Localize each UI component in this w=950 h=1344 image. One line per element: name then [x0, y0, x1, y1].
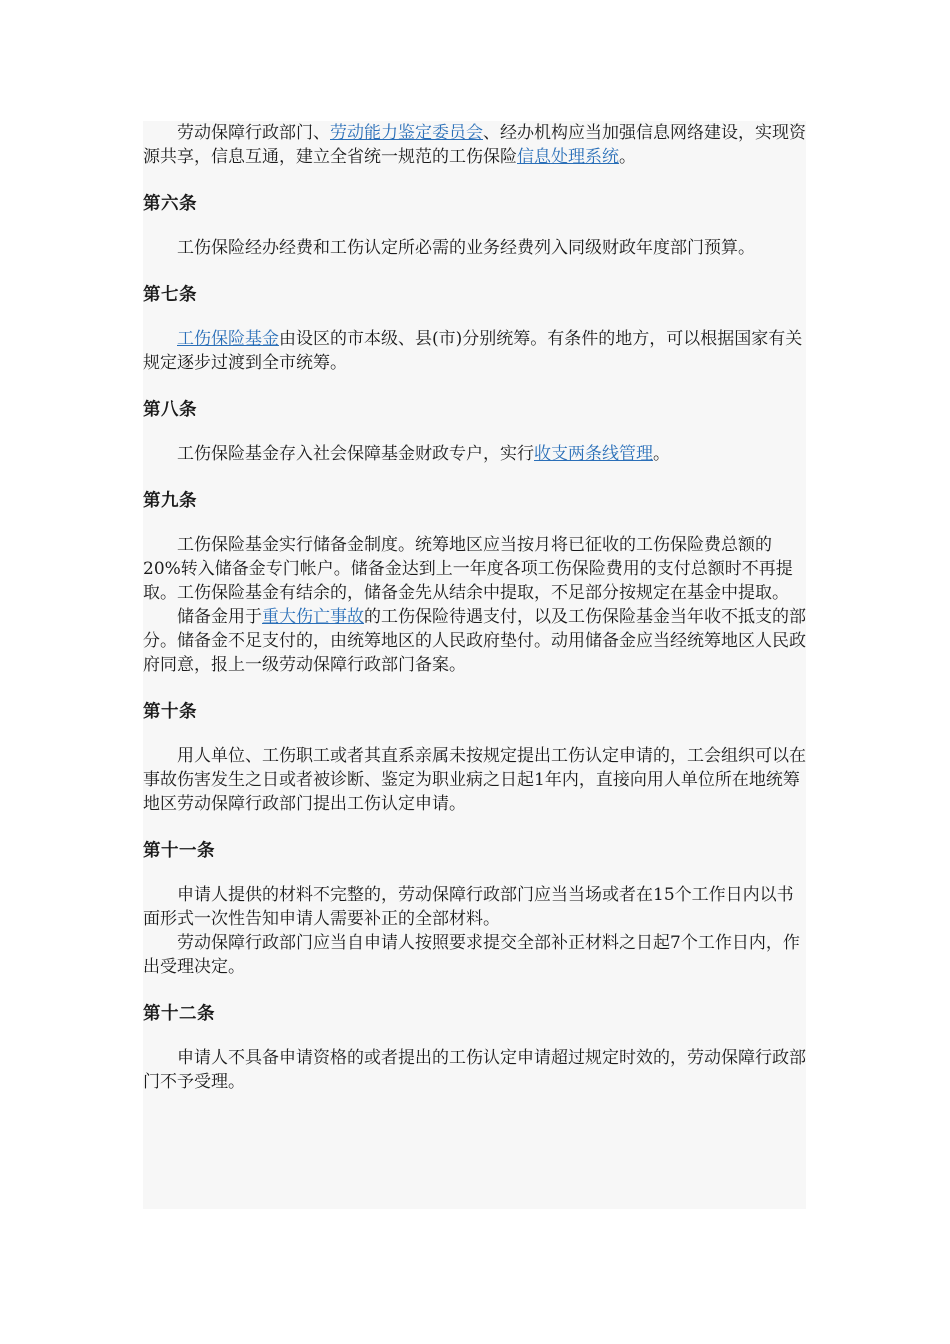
paragraph-text: 劳动保障行政部门、 [177, 123, 330, 143]
article-paragraph [143, 744, 806, 816]
spacer [143, 677, 806, 700]
paragraph-text: 的工伤保险待遇支付，以及工伤保险基金当年收不抵支的部分。储备金不足支付的，由统筹地区的人民政府垫付。动用储备金应当经统筹地区人民政府同意，报上一级劳动保障行政部门备案。 [143, 607, 806, 675]
paragraph-text: 用人单位、工伤职工或者其直系亲属未按规定提出工伤认定申请的，工会组织可以在事故伤害发生之日或者被诊断、鉴定为职业病之日起1年内，直接向用人单位所在地统筹地区劳动保障行政部门提出工伤认定申请。 [143, 746, 806, 814]
spacer [143, 1026, 806, 1046]
paragraph-text: 劳动保障行政部门应当自申请人按照要求提交全部补正材料之日起7个工作日内，作出受理决定。 [143, 933, 800, 977]
article-heading: 第十条 [143, 702, 197, 722]
paragraph-text: 申请人不具备申请资格的或者提出的工伤认定申请超过规定时效的，劳动保障行政部门不予受理。 [143, 1048, 806, 1092]
spacer [143, 307, 806, 327]
document-body [143, 121, 806, 1209]
article-heading: 第七条 [143, 285, 197, 305]
article-heading: 第十一条 [143, 841, 215, 861]
spacer [143, 375, 806, 398]
term-link[interactable]: 劳动能力鉴定委员会 [330, 123, 483, 143]
paragraph-text: 。 [619, 147, 636, 167]
spacer [143, 816, 806, 839]
paragraph-text: 工伤保险基金存入社会保障基金财政专户，实行 [177, 444, 534, 464]
article-paragraph [143, 533, 806, 605]
article-heading: 第十二条 [143, 1004, 215, 1024]
article-paragraph [143, 121, 806, 169]
paragraph-text: 、经办机构应当加强信息网络建设，实现资源共享，信息互通，建立全省统一规范的工伤保险 [143, 123, 806, 167]
article-paragraph [143, 236, 806, 260]
article-paragraph [143, 442, 806, 466]
paragraph-text: 。 [653, 444, 670, 464]
paragraph-text: 工伤保险经办经费和工伤认定所必需的业务经费列入同级财政年度部门预算。 [177, 238, 755, 258]
article-paragraph [143, 883, 806, 931]
term-link[interactable]: 工伤保险基金 [177, 329, 279, 349]
article-paragraph [143, 327, 806, 375]
spacer [143, 422, 806, 442]
paragraph-text: 申请人提供的材料不完整的，劳动保障行政部门应当当场或者在15个工作日内以书面形式一次性告知申请人需要补正的全部材料。 [143, 885, 794, 929]
term-link[interactable]: 重大伤亡事故 [262, 607, 364, 627]
article-paragraph [143, 931, 806, 979]
spacer [143, 979, 806, 1002]
term-link[interactable]: 收支两条线管理 [534, 444, 653, 464]
article-paragraph [143, 1046, 806, 1094]
spacer [143, 216, 806, 236]
article-heading: 第九条 [143, 491, 197, 511]
spacer [143, 513, 806, 533]
spacer [143, 169, 806, 192]
paragraph-text: 由设区的市本级、县(市)分别统筹。有条件的地方，可以根据国家有关规定逐步过渡到全市统筹。 [143, 329, 803, 373]
spacer [143, 260, 806, 283]
article-heading: 第八条 [143, 400, 197, 420]
spacer [143, 863, 806, 883]
article-heading: 第六条 [143, 194, 197, 214]
spacer [143, 724, 806, 744]
paragraph-text: 工伤保险基金实行储备金制度。统筹地区应当按月将已征收的工伤保险费总额的20%转入储备金专门帐户。储备金达到上一年度各项工伤保险费用的支付总额时不再提取。工伤保险基金有结余的，储备金先从结余中提取，不足部分按规定在基金中提取。 [143, 535, 793, 603]
spacer [143, 466, 806, 489]
term-link[interactable]: 信息处理系统 [517, 147, 619, 167]
paragraph-text: 储备金用于 [177, 607, 262, 627]
article-paragraph [143, 605, 806, 677]
